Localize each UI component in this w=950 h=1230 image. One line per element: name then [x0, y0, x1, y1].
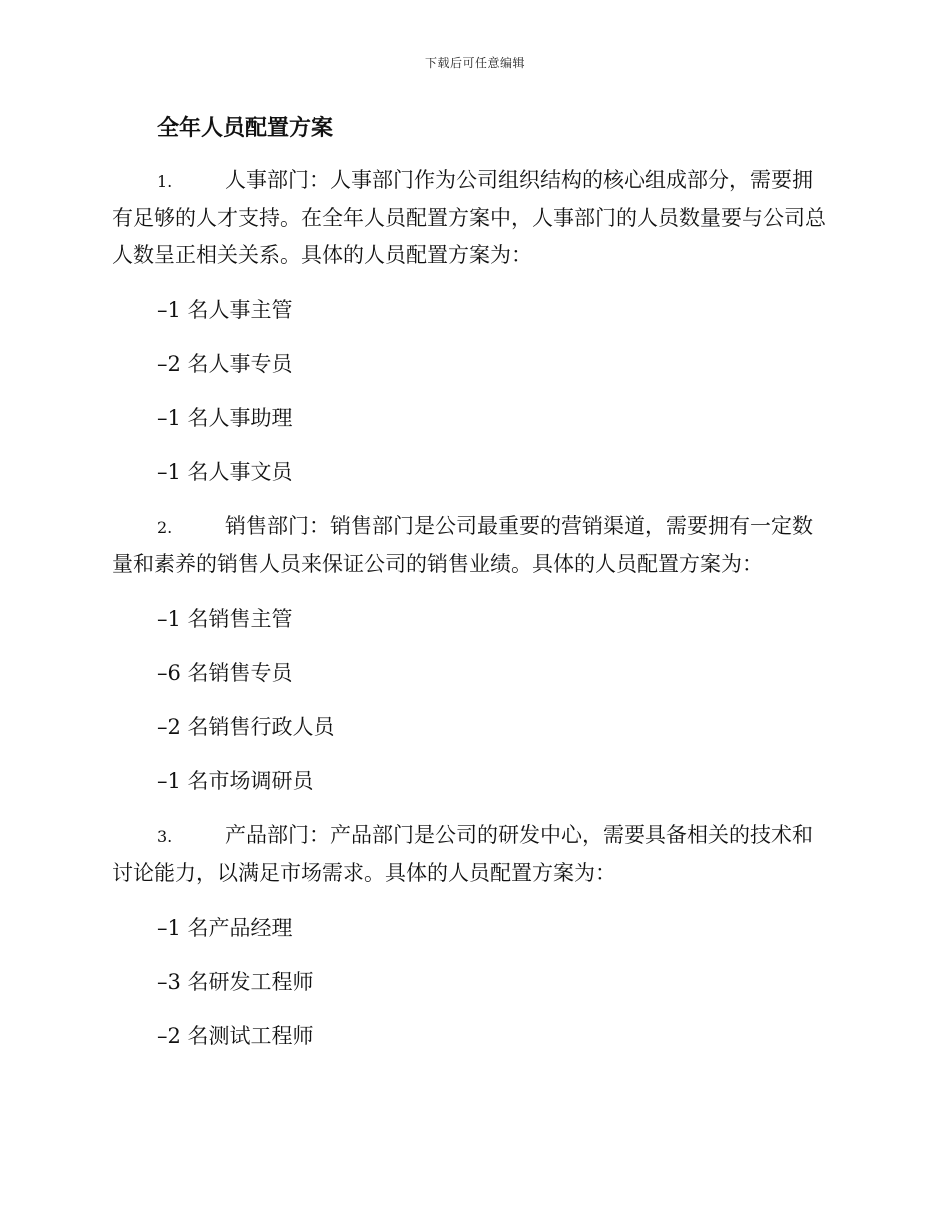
section-3-number: 3.: [157, 827, 173, 846]
section-3-text: 产品部门：产品部门是公司的研发中心，需要具备相关的技术和讨论能力，以满足市场需求。具体的人员配置方案为：: [112, 823, 813, 885]
document-body: [112, 112, 832, 1072]
section-2-paragraph: [112, 508, 832, 583]
section-2-text: 销售部门：销售部门是公司最重要的营销渠道，需要拥有一定数量和素养的销售人员来保证公司的销售业绩。具体的人员配置方案为：: [112, 514, 813, 576]
section-2-number: 2.: [157, 518, 173, 537]
list-item: –1 名销售主管: [157, 607, 293, 631]
document-title: 全年人员配置方案: [157, 115, 334, 141]
list-item: –2 名测试工程师: [157, 1024, 314, 1048]
list-item: –6 名销售专员: [157, 661, 293, 685]
list-item: –1 名人事主管: [157, 298, 293, 322]
list-item: –1 名产品经理: [157, 916, 293, 940]
list-item: –1 名人事文员: [157, 460, 293, 484]
list-item: –3 名研发工程师: [157, 970, 314, 994]
section-1-number: 1.: [157, 172, 173, 191]
section-1-text: 人事部门：人事部门作为公司组织结构的核心组成部分，需要拥有足够的人才支持。在全年人员配置方案中，人事部门的人员数量要与公司总人数呈正相关关系。具体的人员配置方案为：: [112, 168, 826, 267]
header-note: 下载后可任意编辑: [424, 56, 525, 70]
list-item: –1 名人事助理: [157, 406, 293, 430]
list-item: –2 名人事专员: [157, 352, 293, 376]
section-1-paragraph: [112, 162, 832, 274]
list-item: –1 名市场调研员: [157, 769, 314, 793]
section-3-paragraph: [112, 817, 832, 892]
list-item: –2 名销售行政人员: [157, 715, 335, 739]
